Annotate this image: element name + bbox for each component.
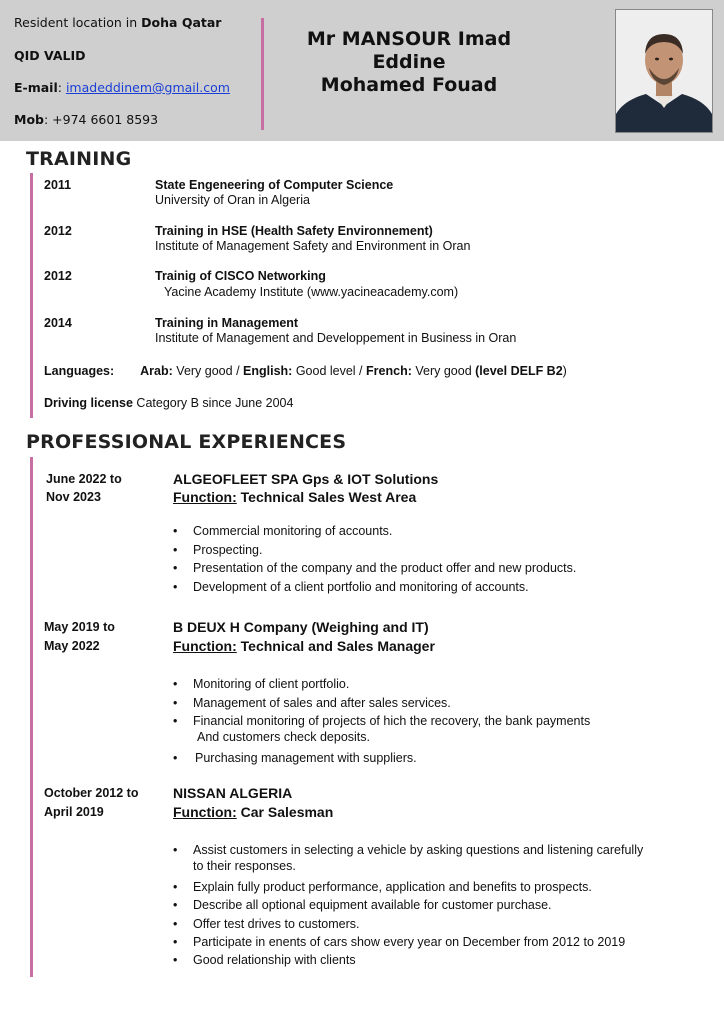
list-item: • Presentation of the company and the product offer and new products.	[173, 559, 576, 578]
list-item: • Commercial monitoring of accounts.	[173, 522, 576, 541]
list-item: • Explain fully product performance, application and benefits to prospects.	[173, 878, 625, 896]
email-link[interactable]: imadeddinem@gmail.com	[65, 80, 230, 95]
training-accent-bar	[30, 173, 33, 418]
candidate-name: Mr MANSOUR Imad Eddine Mohamed Fouad	[306, 28, 512, 96]
person-photo-icon	[616, 10, 712, 132]
list-item: • Purchasing management with suppliers.	[173, 749, 417, 768]
list-item: • Development of a client portfolio and monitoring of accounts.	[173, 578, 576, 597]
job-duties-list	[173, 841, 643, 860]
profile-photo	[615, 9, 713, 133]
header-divider	[261, 18, 264, 130]
job-function: Function: Car Salesman	[173, 804, 334, 820]
job-function: Function: Technical Sales West Area	[173, 489, 417, 505]
job-duties-list	[173, 749, 417, 768]
mobile-line: Mob: +974 6601 8593	[14, 112, 159, 127]
job-duties-list	[173, 675, 590, 731]
list-item: • Prospecting.	[173, 541, 576, 560]
job-company: NISSAN ALGERIA	[173, 785, 293, 801]
experience-accent-bar	[30, 457, 33, 977]
languages-line: Languages: Arab: Very good / English: Good level / French: Very good (level DELF B2)	[44, 364, 567, 378]
list-item: • Participate in enents of cars show every year on December from 2012 to 2019	[173, 933, 625, 951]
job-duties-list	[173, 878, 625, 969]
training-heading: TRAINING	[26, 148, 132, 170]
email-line: E-mail: imadeddinem@gmail.com	[14, 80, 230, 95]
job-company: ALGEOFLEET SPA Gps & IOT Solutions	[173, 471, 439, 487]
experience-heading: PROFESSIONAL EXPERIENCES	[26, 431, 347, 453]
list-item: • Describe all optional equipment available for customer purchase.	[173, 896, 625, 914]
qid-line: QID VALID	[14, 48, 86, 63]
list-item: • Financial monitoring of projects of hich the recovery, the bank payments	[173, 712, 590, 731]
list-item: • Offer test drives to customers.	[173, 915, 625, 933]
list-item-continuation: to their responses.	[193, 859, 296, 873]
job-function: Function: Technical and Sales Manager	[173, 638, 435, 654]
list-item: • Management of sales and after sales services.	[173, 694, 590, 713]
driving-license-line: Driving license Category B since June 2004	[44, 396, 294, 410]
residence-line: Resident location in Doha Qatar	[14, 15, 222, 30]
list-item: • Monitoring of client portfolio.	[173, 675, 590, 694]
list-item: • Good relationship with clients	[173, 951, 625, 969]
list-item-continuation: And customers check deposits.	[197, 730, 370, 744]
list-item: • Assist customers in selecting a vehicle by asking questions and listening carefully	[173, 841, 643, 860]
job-company: B DEUX H Company (Weighing and IT)	[173, 619, 429, 635]
job-duties-list	[173, 522, 576, 596]
